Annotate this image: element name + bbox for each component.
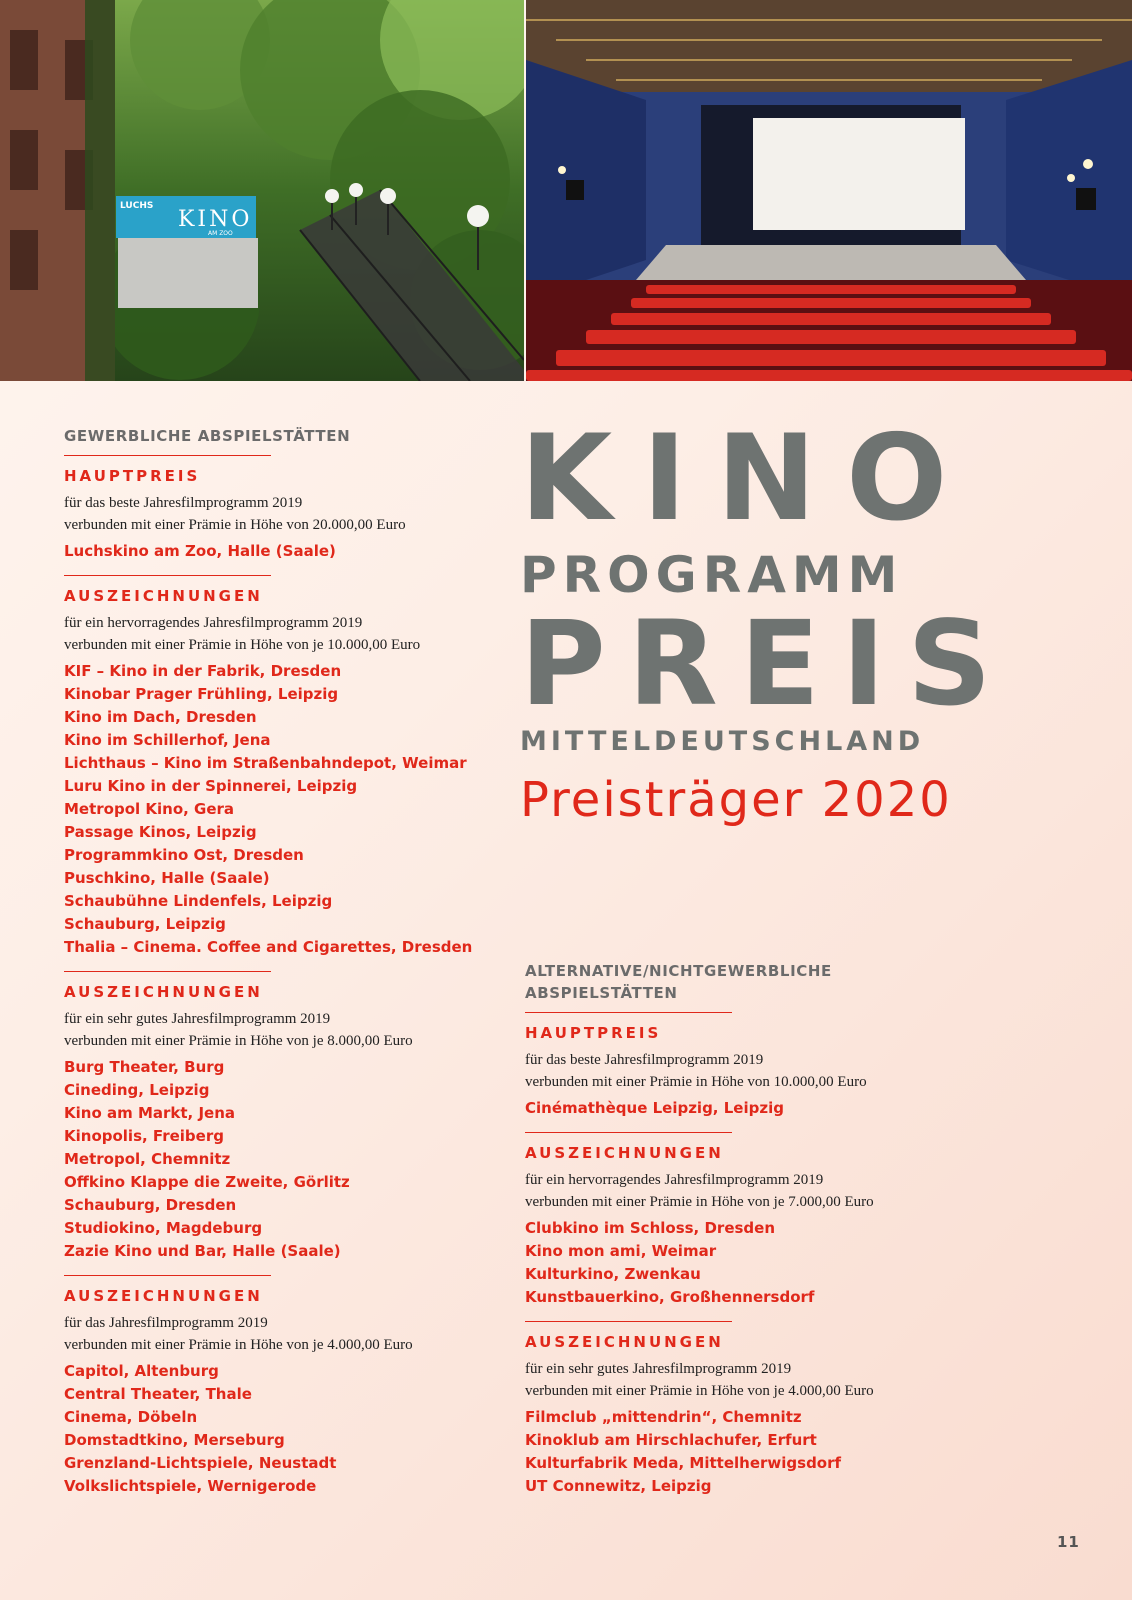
section-title: AUSZEICHNUNGEN: [64, 983, 263, 1001]
logo-word-mitteldeutschland: MITTELDEUTSCHLAND: [520, 726, 925, 757]
section-awards-4000: [525, 1333, 965, 1498]
winner-item: KIF – Kino in der Fabrik, Dresden: [64, 662, 342, 680]
winner-item: Kulturkino, Zwenkau: [525, 1265, 701, 1283]
winner-item: Offkino Klappe die Zweite, Görlitz: [64, 1173, 350, 1191]
section-prize-amount: verbunden mit einer Prämie in Höhe von je 4.000,00 Euro: [64, 1337, 413, 1353]
section-description: für ein hervorragendes Jahresfilmprogramm 2019: [525, 1172, 824, 1188]
section-title: AUSZEICHNUNGEN: [525, 1333, 724, 1351]
section-prize-amount: verbunden mit einer Prämie in Höhe von je 7.000,00 Euro: [525, 1194, 874, 1210]
section-prize-amount: verbunden mit einer Prämie in Höhe von je 8.000,00 Euro: [64, 1033, 413, 1049]
section-description: für ein hervorragendes Jahresfilmprogramm 2019: [64, 615, 363, 631]
winner-item: Lichthaus – Kino im Straßenbahndepot, Weimar: [64, 754, 467, 772]
winner-item: Studiokino, Magdeburg: [64, 1219, 263, 1237]
winner-item: Metropol Kino, Gera: [64, 800, 235, 818]
winner-list: [525, 1406, 965, 1498]
logo-word-programm: PROGRAMM: [520, 546, 904, 604]
kinoprogrammpreis-logo: [520, 410, 1014, 830]
divider: [525, 1012, 732, 1013]
winner-item: Thalia – Cinema. Coffee and Cigarettes, Dresden: [64, 938, 473, 956]
divider: [64, 1275, 271, 1276]
section-description: für ein sehr gutes Jahresfilmprogramm 2019: [64, 1011, 331, 1027]
winner-item: Metropol, Chemnitz: [64, 1150, 231, 1168]
section-description: für das beste Jahresfilmprogramm 2019: [64, 495, 303, 511]
section-description: für das beste Jahresfilmprogramm 2019: [525, 1052, 764, 1068]
sign-text: KINO: [178, 207, 253, 232]
winner-item: Kino mon ami, Weimar: [525, 1242, 717, 1260]
divider: [64, 455, 271, 456]
winner-item: Clubkino im Schloss, Dresden: [525, 1219, 776, 1237]
auditorium-illustration: [526, 0, 1132, 381]
cinema-screen: [753, 118, 965, 230]
photo-cinema-auditorium: [526, 0, 1132, 381]
section-awards-4000: [64, 1287, 484, 1498]
winner-item: Domstadtkino, Merseburg: [64, 1431, 285, 1449]
sign-brand: LUCHS: [120, 201, 154, 211]
winner-item: Central Theater, Thale: [64, 1385, 252, 1403]
winner-item: Burg Theater, Burg: [64, 1058, 225, 1076]
winner-list: [64, 1360, 484, 1498]
page-title: Preisträger 2020: [520, 772, 952, 828]
winner-item: Luchskino am Zoo, Halle (Saale): [64, 542, 336, 560]
category-title-line2: ABSPIELSTÄTTEN: [525, 984, 678, 1002]
winner-list: [64, 540, 484, 563]
winner-item: Kino im Schillerhof, Jena: [64, 731, 271, 749]
winner-item: Luru Kino in der Spinnerei, Leipzig: [64, 777, 358, 795]
exterior-illustration: [0, 0, 524, 381]
winner-item: Grenzland-Lichtspiele, Neustadt: [64, 1454, 337, 1472]
section-awards-7000: [525, 1144, 965, 1309]
winner-item: UT Connewitz, Leipzig: [525, 1477, 712, 1495]
section-title: AUSZEICHNUNGEN: [525, 1144, 724, 1162]
winner-list: [525, 1097, 965, 1120]
winner-item: Programmkino Ost, Dresden: [64, 846, 304, 864]
winner-list: [525, 1217, 965, 1309]
winner-item: Schaubühne Lindenfels, Leipzig: [64, 892, 333, 910]
divider: [525, 1132, 732, 1133]
section-awards-10000: [64, 587, 484, 959]
section-prize-amount: verbunden mit einer Prämie in Höhe von 10.000,00 Euro: [525, 1074, 867, 1090]
section-prize-amount: verbunden mit einer Prämie in Höhe von 20.000,00 Euro: [64, 517, 406, 533]
winner-item: Cinema, Döbeln: [64, 1408, 198, 1426]
winner-item: Filmclub „mittendrin“, Chemnitz: [525, 1408, 802, 1426]
winner-list: [64, 660, 484, 959]
section-title: AUSZEICHNUNGEN: [64, 587, 263, 605]
winner-item: Zazie Kino und Bar, Halle (Saale): [64, 1242, 341, 1260]
winner-item: Cinémathèque Leipzig, Leipzig: [525, 1099, 784, 1117]
section-description: für ein sehr gutes Jahresfilmprogramm 2019: [525, 1361, 792, 1377]
winner-item: Schauburg, Dresden: [64, 1196, 237, 1214]
logo-word-preis: PREIS: [520, 595, 1014, 732]
divider: [64, 971, 271, 972]
winner-item: Volkslichtspiele, Wernigerode: [64, 1477, 317, 1495]
divider: [525, 1321, 732, 1322]
sign-subtext: AM ZOO: [208, 230, 233, 237]
winner-item: Capitol, Altenburg: [64, 1362, 219, 1380]
winner-item: Schauburg, Leipzig: [64, 915, 226, 933]
winner-list: [64, 1056, 484, 1263]
section-title: AUSZEICHNUNGEN: [64, 1287, 263, 1305]
section-main-prize: [525, 1024, 965, 1120]
page-number: 11: [1057, 1533, 1080, 1551]
category-title: ALTERNATIVE/NICHTGEWERBLICHE: [525, 962, 832, 980]
photo-cinema-exterior: [0, 0, 524, 381]
section-prize-amount: verbunden mit einer Prämie in Höhe von je 10.000,00 Euro: [64, 637, 421, 653]
category-title: GEWERBLICHE ABSPIELSTÄTTEN: [64, 427, 351, 445]
winner-item: Kulturfabrik Meda, Mittelherwigsdorf: [525, 1454, 842, 1472]
section-description: für das Jahresfilmprogramm 2019: [64, 1315, 268, 1331]
winner-item: Kunstbauerkino, Großhennersdorf: [525, 1288, 815, 1306]
column-alternative-venues: [525, 960, 965, 1510]
section-prize-amount: verbunden mit einer Prämie in Höhe von je 4.000,00 Euro: [525, 1383, 874, 1399]
section-main-prize: [64, 467, 484, 563]
winner-item: Kinoklub am Hirschlachufer, Erfurt: [525, 1431, 817, 1449]
winner-item: Kinobar Prager Frühling, Leipzig: [64, 685, 339, 703]
divider: [64, 575, 271, 576]
winner-item: Passage Kinos, Leipzig: [64, 823, 257, 841]
winner-item: Cineding, Leipzig: [64, 1081, 210, 1099]
section-title: HAUPTPREIS: [525, 1024, 662, 1042]
winner-item: Puschkino, Halle (Saale): [64, 869, 270, 887]
section-title: HAUPTPREIS: [64, 467, 201, 485]
logo-word-kino: KINO: [520, 410, 978, 548]
winner-item: Kino am Markt, Jena: [64, 1104, 236, 1122]
column-commercial-venues: [64, 425, 484, 1510]
section-awards-8000: [64, 983, 484, 1263]
winner-item: Kinopolis, Freiberg: [64, 1127, 224, 1145]
winner-item: Kino im Dach, Dresden: [64, 708, 257, 726]
